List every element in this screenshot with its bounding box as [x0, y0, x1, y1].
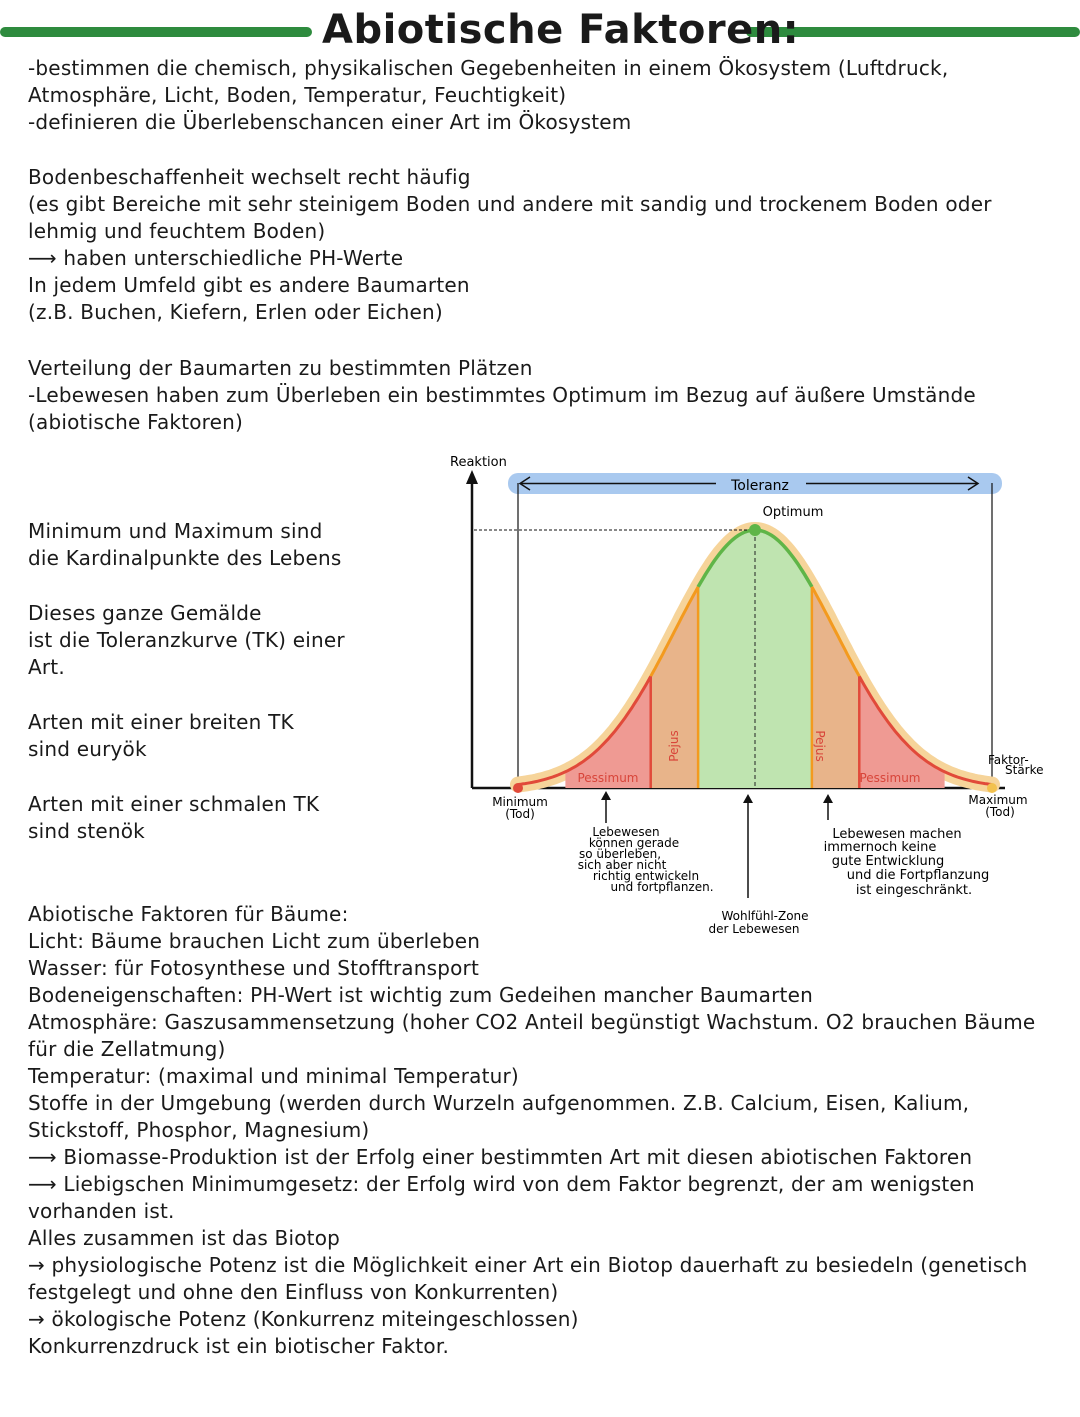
- trees-line: vorhanden ist.: [28, 1199, 175, 1223]
- trees-line: Stoffe in der Umgebung (werden durch Wurzeln aufgenommen. Z.B. Calcium, Eisen, Kalium,: [28, 1091, 970, 1115]
- annotation-pejus: [824, 827, 990, 898]
- distribution-line: (abiotische Faktoren): [28, 410, 244, 434]
- note-line: Minimum und Maximum sind: [28, 519, 323, 543]
- trees-line: → ökologische Potenz (Konkurrenz miteingeschlossen): [28, 1307, 579, 1331]
- note-line: sind euryök: [28, 737, 147, 761]
- pejus-label-left: Pejus: [667, 730, 681, 762]
- intro-text: [28, 55, 948, 136]
- note-line: Art.: [28, 655, 65, 679]
- trees-line: ⟶ Biomasse-Produktion ist der Erfolg einer bestimmten Art mit diesen abiotischen Faktoren: [28, 1145, 973, 1169]
- annotation-line: Lebewesen machen: [832, 827, 962, 842]
- annotation-line: so überleben,: [578, 847, 662, 861]
- intro-line: -definieren die Überlebenschancen einer Art im Ökosystem: [28, 110, 632, 134]
- annotation-line: und fortpflanzen.: [610, 880, 714, 894]
- y-axis-arrow: [466, 470, 478, 484]
- note-line: Dieses ganze Gemälde: [28, 601, 262, 625]
- intro-line: -bestimmen die chemisch, physikalischen Gegebenheiten in einem Ökosystem (Luftdruck,: [28, 56, 949, 80]
- maximum-sub-label: (Tod): [985, 805, 1015, 819]
- minimum-label: Minimum: [492, 795, 548, 809]
- trees-line: Alles zusammen ist das Biotop: [28, 1226, 341, 1250]
- note-euryok: [28, 709, 294, 763]
- trees-line: Wasser: für Fotosynthese und Stofftransport: [28, 956, 480, 980]
- annotation-line: gute Entwicklung: [831, 854, 945, 869]
- pessimum-label-right: Pessimum: [859, 771, 921, 785]
- trees-line: Licht: Bäume brauchen Licht zum überleben: [28, 929, 481, 953]
- optimum-point: [749, 524, 761, 536]
- note-cardinal: [28, 518, 341, 572]
- title-bar-left: [0, 27, 312, 37]
- note-line: ist die Toleranzkurve (TK) einer: [28, 628, 345, 652]
- trees-line: festgelegt und ohne den Einfluss von Konkurrenten): [28, 1280, 559, 1304]
- annotation-line: Lebewesen: [592, 825, 660, 839]
- annotation-arrowhead-optimum: [743, 794, 753, 803]
- intro-line: Atmosphäre, Licht, Boden, Temperatur, Feuchtigkeit): [28, 83, 567, 107]
- soil-line: ⟶ haben unterschiedliche PH-Werte: [28, 246, 404, 270]
- x-axis-label: Faktor-: [988, 753, 1029, 767]
- annotation-line: ist eingeschränkt.: [855, 883, 973, 898]
- trees-text: [28, 901, 1068, 1360]
- note-line: sind stenök: [28, 819, 145, 843]
- soil-line: In jedem Umfeld gibt es andere Baumarten: [28, 273, 470, 297]
- trees-line: für die Zellatmung): [28, 1037, 226, 1061]
- pessimum-label-left: Pessimum: [577, 771, 639, 785]
- trees-line: ⟶ Liebigschen Minimumgesetz: der Erfolg wird von dem Faktor begrenzt, der am wenigsten: [28, 1172, 975, 1196]
- note-stenok: [28, 791, 319, 845]
- note-curve: [28, 600, 345, 681]
- page-title: Abiotische Faktoren:: [322, 7, 800, 53]
- annotation-line: richtig entwickeln: [592, 869, 700, 883]
- annotation-line: und die Fortpflanzung: [846, 868, 990, 883]
- note-line: die Kardinalpunkte des Lebens: [28, 546, 342, 570]
- annotation-line: sich aber nicht: [577, 858, 667, 872]
- trees-line: Konkurrenzdruck ist ein biotischer Faktor.: [28, 1334, 449, 1358]
- y-axis-label: Reaktion: [450, 455, 507, 470]
- annotation-arrowhead-pejus: [823, 794, 833, 803]
- trees-line: → physiologische Potenz ist die Möglichkeit einer Art ein Biotop dauerhaft zu besiedeln (genetisch: [28, 1253, 1028, 1277]
- note-line: Arten mit einer schmalen TK: [28, 792, 320, 816]
- annotation-line: der Lebewesen: [708, 922, 800, 936]
- annotation-line: immernoch keine: [823, 840, 937, 855]
- annotation-pessimum: [578, 825, 714, 894]
- tolerance-chart: [440, 448, 1060, 940]
- pejus-label-right: Pejus: [813, 730, 827, 762]
- trees-line: Stickstoff, Phosphor, Magnesium): [28, 1118, 370, 1142]
- soil-line: (es gibt Bereiche mit sehr steinigem Boden und andere mit sandig und trockenem Boden oder: [28, 192, 992, 216]
- trees-line: Atmosphäre: Gaszusammensetzung (hoher CO2 Anteil begünstigt Wachstum. O2 brauchen Bäume: [28, 1010, 1036, 1034]
- maximum-point: [987, 783, 997, 793]
- maximum-label: Maximum: [968, 793, 1028, 807]
- annotation-line: können gerade: [588, 836, 680, 850]
- trees-line: Bodeneigenschaften: PH-Wert ist wichtig zum Gedeihen mancher Baumarten: [28, 983, 813, 1007]
- optimum-label: Optimum: [762, 505, 824, 520]
- annotation-line: Wohlfühl-Zone: [721, 909, 809, 923]
- soil-line: lehmig und feuchtem Boden): [28, 219, 326, 243]
- trees-line: Temperatur: (maximal und minimal Temperatur): [28, 1064, 519, 1088]
- distribution-text: [28, 355, 976, 436]
- soil-line: Bodenbeschaffenheit wechselt recht häufig: [28, 165, 471, 189]
- distribution-line: Verteilung der Baumarten zu bestimmten Plätzen: [28, 356, 533, 380]
- distribution-line: -Lebewesen haben zum Überleben ein bestimmtes Optimum im Bezug auf äußere Umstände: [28, 383, 976, 407]
- soil-text: [28, 164, 992, 326]
- annotation-arrowhead-pessimum: [601, 791, 611, 800]
- x-axis-label: Stärke: [1005, 763, 1044, 777]
- soil-line: (z.B. Buchen, Kiefern, Erlen oder Eichen): [28, 300, 443, 324]
- note-line: Arten mit einer breiten TK: [28, 710, 294, 734]
- minimum-point: [513, 783, 523, 793]
- minimum-sub-label: (Tod): [505, 807, 535, 821]
- tolerance-label: Toleranz: [731, 478, 789, 494]
- trees-line: Abiotische Faktoren für Bäume:: [28, 902, 349, 926]
